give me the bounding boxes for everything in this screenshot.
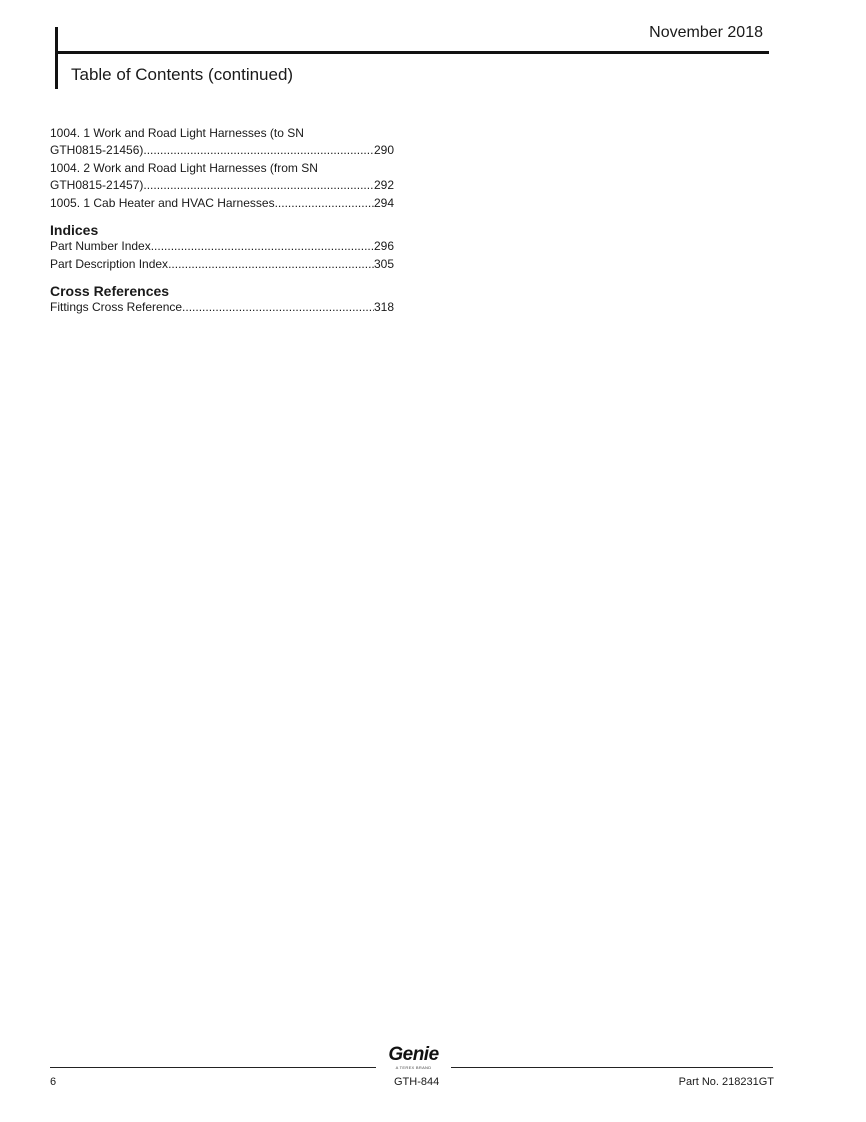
toc-page-number: 318 xyxy=(373,300,394,314)
logo-wordmark: Genie xyxy=(388,1044,439,1065)
toc-entry-1005-1[interactable] xyxy=(50,195,394,212)
toc-entry-1004-1[interactable] xyxy=(50,125,394,159)
footer-rule-right xyxy=(451,1067,773,1068)
toc-page-number: 296 xyxy=(373,239,394,253)
toc-entry-text-cont: GTH0815-21457) xyxy=(50,178,144,192)
dot-leader xyxy=(168,256,374,273)
header-rule xyxy=(55,51,769,54)
footer-model: GTH-844 xyxy=(394,1076,440,1088)
footer-rule-left xyxy=(50,1067,376,1068)
toc-entry-text: 1004. 2 Work and Road Light Harnesses (from SN xyxy=(50,161,318,175)
genie-logo xyxy=(376,1045,451,1070)
toc-entry-text: Part Number Index xyxy=(50,239,151,253)
table-of-contents xyxy=(50,125,394,317)
header-vertical-bar xyxy=(55,27,58,89)
toc-entry-part-description-index[interactable] xyxy=(50,256,394,273)
toc-page-number: 292 xyxy=(373,178,394,192)
toc-page-number: 305 xyxy=(373,257,394,271)
toc-entry-part-number-index[interactable] xyxy=(50,238,394,255)
section-heading-indices: Indices xyxy=(50,222,99,238)
header-date: November 2018 xyxy=(649,24,763,41)
dot-leader xyxy=(182,299,374,316)
dot-leader xyxy=(143,142,374,159)
dot-leader xyxy=(143,177,374,194)
toc-entry-text: Part Description Index xyxy=(50,257,169,271)
toc-entry-text-cont: GTH0815-21456) xyxy=(50,143,144,157)
toc-entry-fittings-cross-reference[interactable] xyxy=(50,299,394,316)
dot-leader xyxy=(275,195,374,212)
toc-entry-1004-2[interactable] xyxy=(50,160,394,194)
toc-entry-text: Fittings Cross Reference xyxy=(50,300,183,314)
toc-page-number: 294 xyxy=(373,196,394,210)
toc-entry-text: 1004. 1 Work and Road Light Harnesses (to SN xyxy=(50,126,304,140)
logo-tagline: A TEREX BRAND xyxy=(395,1065,432,1070)
toc-entry-text: 1005. 1 Cab Heater and HVAC Harnesses xyxy=(50,196,275,210)
page-title: Table of Contents (continued) xyxy=(71,65,294,84)
footer-page-number: 6 xyxy=(50,1076,57,1088)
dot-leader xyxy=(151,238,374,255)
toc-page-number: 290 xyxy=(373,143,394,157)
footer-part-number: Part No. 218231GT xyxy=(678,1076,774,1088)
section-heading-cross-references: Cross References xyxy=(50,283,170,299)
